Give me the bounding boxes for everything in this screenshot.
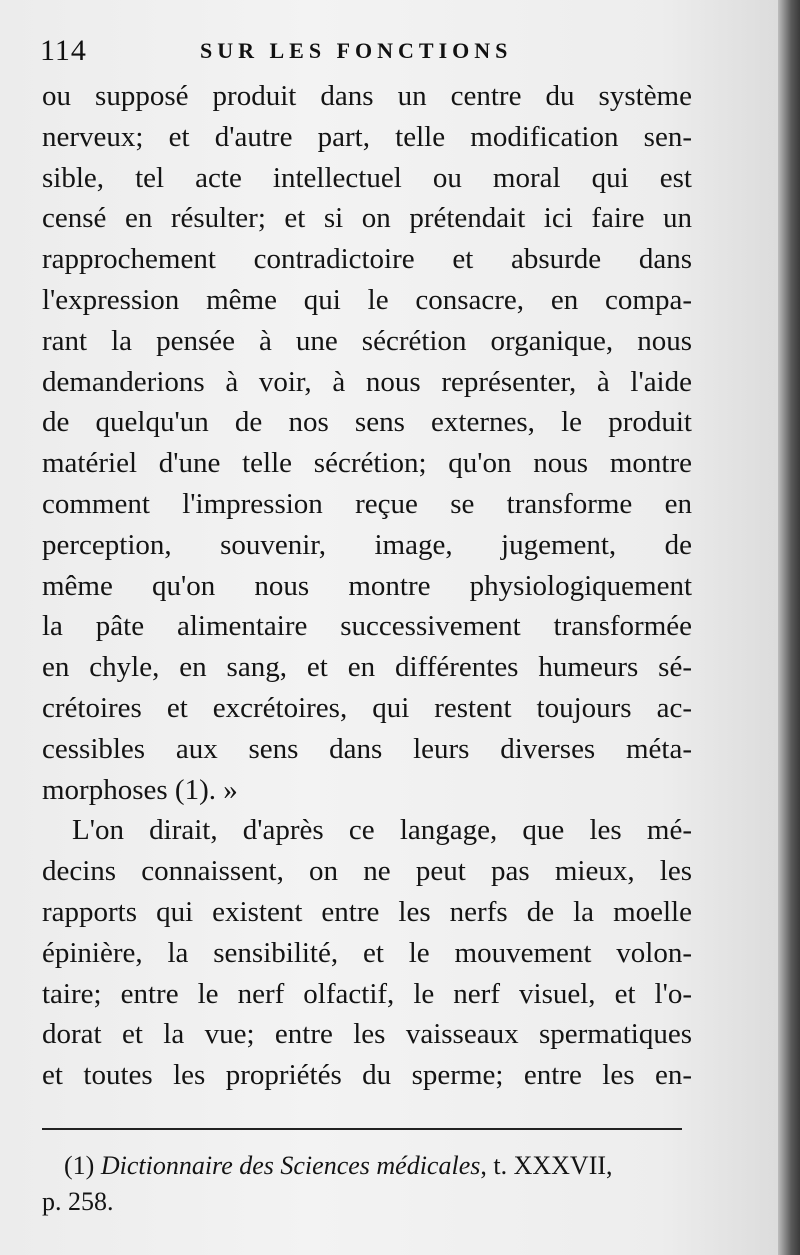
text-line: comment l'impression reçue se transforme en [42,487,692,520]
text-line: même qu'on nous montre physiologiquement [42,569,692,602]
footnote-title: Dictionnaire des Sciences médicales [100,1151,481,1180]
page-number: 114 [40,34,87,67]
text-line: la pâte alimentaire successivement transformée [42,610,692,643]
text-line: l'expression même qui le consacre, en compa- [42,283,692,316]
text-line: nerveux; et d'autre part, telle modification sen- [42,120,692,153]
text-line: decins connaissent, on ne peut pas mieux, les [42,855,692,888]
text-line: sible, tel acte intellectuel ou moral qui est [42,161,692,194]
text-line: demanderions à voir, à nous représenter, à l'aide [42,365,692,398]
running-head: SUR LES FONCTIONS [200,38,513,63]
footnote-rule [42,1128,682,1130]
page-header [40,34,690,74]
footnote-line [42,1148,692,1184]
text-line: rapprochement contradictoire et absurde dans [42,243,692,276]
text-line: crétoires et excrétoires, qui restent toujours ac- [42,691,692,724]
text-line: épinière, la sensibilité, et le mouvement volon- [42,936,692,969]
text-line: rant la pensée à une sécrétion organique, nous [42,324,692,357]
page-edge-shadow [778,0,800,1255]
text-line: de quelqu'un de nos sens externes, le produit [42,406,692,439]
text-line: rapports qui existent entre les nerfs de la moelle [42,895,692,928]
text-line-paragraph-start: L'on dirait, d'après ce langage, que les mé- [72,814,692,847]
text-line: taire; entre le nerf olfactif, le nerf visuel, et l'o- [42,977,692,1010]
text-line: perception, souvenir, image, jugement, de [42,528,692,561]
footnote-marker: (1) [64,1151,95,1180]
footnote [42,1148,692,1220]
text-line: censé en résulter; et si on prétendait ici faire un [42,202,692,235]
text-line: matériel d'une telle sécrétion; qu'on nous montre [42,447,692,480]
footnote-page-ref: p. 258. [42,1187,114,1216]
text-line-paragraph-end: morphoses (1). » [42,773,238,806]
body-text [42,76,692,1096]
text-line: dorat et la vue; entre les vaisseaux spermatiques [42,1018,692,1051]
text-line: en chyle, en sang, et en différentes humeurs sé- [42,651,692,684]
text-line: ou supposé produit dans un centre du système [42,80,692,112]
text-line: et toutes les propriétés du sperme; entre les en- [42,1059,692,1092]
footnote-volume: , t. XXXVII, [480,1151,613,1180]
text-line: cessibles aux sens dans leurs diverses méta- [42,732,692,765]
